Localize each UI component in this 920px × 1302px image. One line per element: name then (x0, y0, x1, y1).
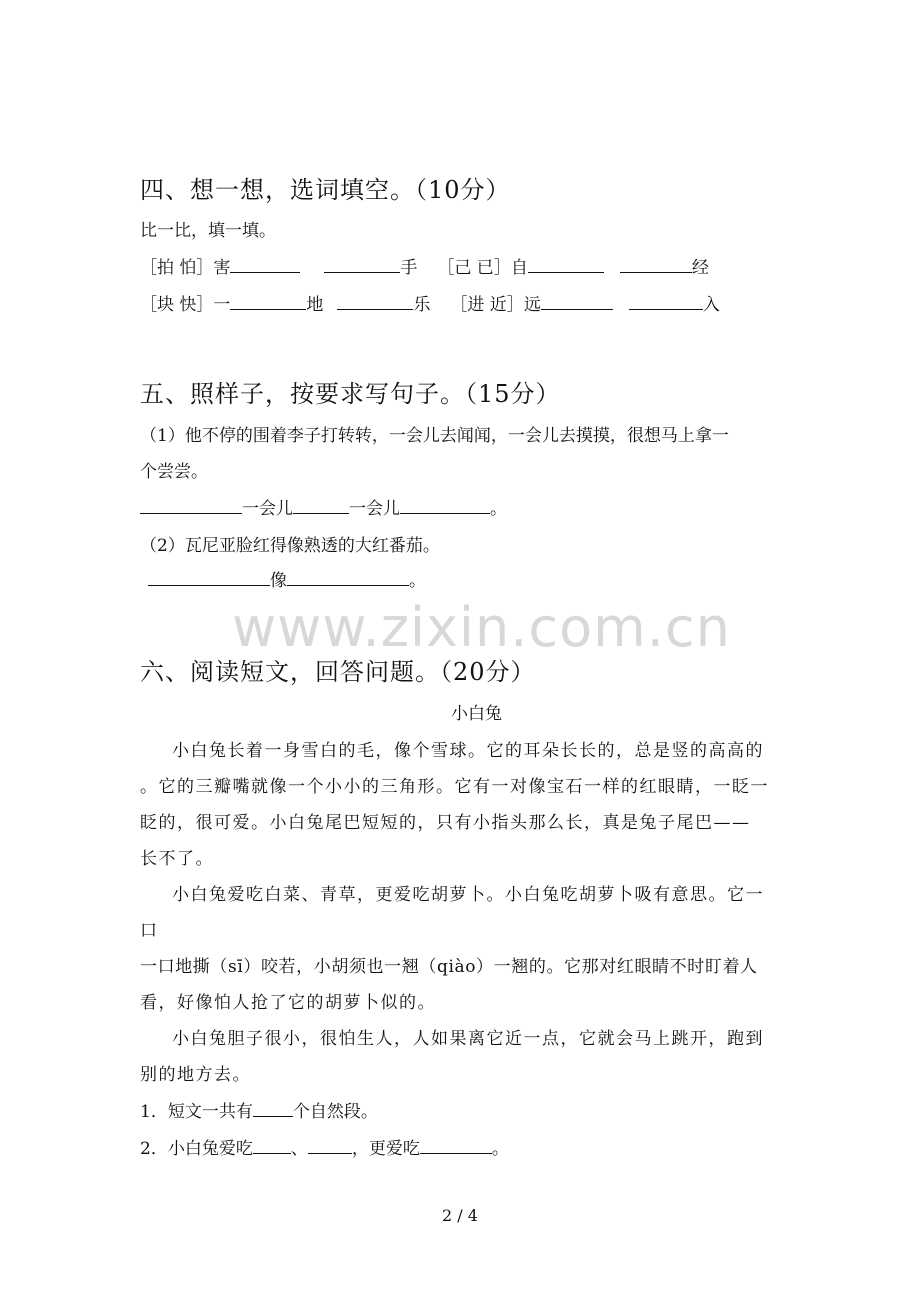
answer-blank[interactable] (140, 495, 242, 514)
word-suffix: 手 (400, 258, 418, 278)
watermark: www.zixin.com.cn (232, 596, 731, 659)
story-line: 小白兔胆子很小，很怕生人，人如果离它近一点，它就会马上跳开，跑到 (172, 1029, 764, 1049)
prompt-word: 一会儿 (349, 499, 400, 519)
story-line: 一口地撕（sī）咬若，小胡须也一翘（qiào）一翘的。它那对红眼睛不时盯着人 (140, 957, 758, 977)
prompt-word: 一会儿 (242, 499, 293, 519)
story-line: 长不了。 (140, 849, 214, 869)
story-line: 小白兔长着一身雪白的毛，像个雪球。它的耳朵长长的，总是竖的高高的 (172, 741, 764, 761)
question-2 (140, 1134, 509, 1159)
answer-blank[interactable] (230, 254, 300, 273)
story-line: 眨的，很可爱。小白兔尾巴短短的，只有小指头那么长，真是兔子尾巴—— (140, 813, 751, 833)
story-line: 看，好像怕人抢了它的胡萝卜似的。 (140, 993, 436, 1013)
story-line: 小白兔爱吃白菜、青草，更爱吃胡萝卜。小白兔吃胡萝卜吸有意思。它一 (172, 885, 764, 905)
answer-blank[interactable] (293, 495, 349, 514)
period: 。 (409, 571, 426, 591)
answer-blank[interactable] (308, 1135, 352, 1154)
answer-blank[interactable] (629, 291, 703, 310)
word-prefix: 自 (510, 258, 528, 278)
answer-blank[interactable] (420, 1135, 492, 1154)
story-line: 别的地方去。 (140, 1065, 251, 1085)
answer-blank[interactable] (324, 254, 400, 273)
question-text: ，更爱吃 (351, 1139, 420, 1159)
word-group: ［拍 怕］ (140, 258, 214, 278)
section5-q1-line2: 个尝尝。 (140, 462, 208, 482)
answer-blank[interactable] (230, 291, 306, 310)
answer-blank[interactable] (337, 291, 413, 310)
section5-q2-answer (148, 566, 426, 591)
word-suffix: 经 (691, 258, 709, 278)
story-line: 。它的三瓣嘴就像一个小小的三角形。它有一对像宝石一样的红眼睛，一眨一 (140, 777, 769, 797)
word-group: ［进 近］ (450, 295, 524, 315)
word-prefix: 远 (523, 295, 541, 315)
answer-blank[interactable] (253, 1135, 291, 1154)
section4-instruction: 比一比，填一填。 (140, 221, 276, 241)
answer-blank[interactable] (620, 254, 692, 273)
question-text: 1．短文一共有 (140, 1102, 253, 1122)
word-prefix: 害 (213, 258, 231, 278)
answer-blank[interactable] (528, 254, 604, 273)
answer-blank[interactable] (541, 291, 613, 310)
section5-q1-answer (140, 494, 507, 519)
section5-q1-line1: （1）他不停的围着李子打转转，一会儿去闻闻，一会儿去摸摸，很想马上拿一 (140, 426, 729, 446)
word-group: ［己 已］ (437, 258, 511, 278)
answer-blank[interactable] (287, 567, 409, 586)
section6-title: 六、阅读短文，回答问题。（20分） (140, 658, 536, 686)
period: 。 (490, 499, 507, 519)
section4-row1 (140, 253, 709, 278)
answer-blank[interactable] (253, 1098, 293, 1117)
question-text: 个自然段。 (292, 1102, 378, 1122)
answer-blank[interactable] (148, 567, 270, 586)
word-suffix: 入 (702, 295, 720, 315)
question-text: 、 (290, 1139, 308, 1159)
word-suffix: 地 (306, 295, 324, 315)
section4-row2 (140, 290, 720, 315)
section5-q2: （2）瓦尼亚脸红得像熟透的大红番茄。 (140, 536, 440, 556)
word-group: ［块 快］ (140, 295, 214, 315)
section5-title: 五、照样子，按要求写句子。（15分） (140, 380, 561, 408)
question-text: 2．小白兔爱吃 (140, 1139, 253, 1159)
word-prefix: 一 (213, 295, 231, 315)
story-line: 口 (140, 921, 159, 941)
question-1 (140, 1097, 378, 1122)
story-title: 小白兔 (451, 704, 502, 724)
prompt-word: 像 (270, 571, 287, 591)
section4-title: 四、想一想，选词填空。（10分） (140, 176, 511, 204)
word-suffix: 乐 (413, 295, 431, 315)
page-number: 2 / 4 (442, 1206, 478, 1225)
answer-blank[interactable] (400, 495, 490, 514)
question-text: 。 (491, 1139, 509, 1159)
